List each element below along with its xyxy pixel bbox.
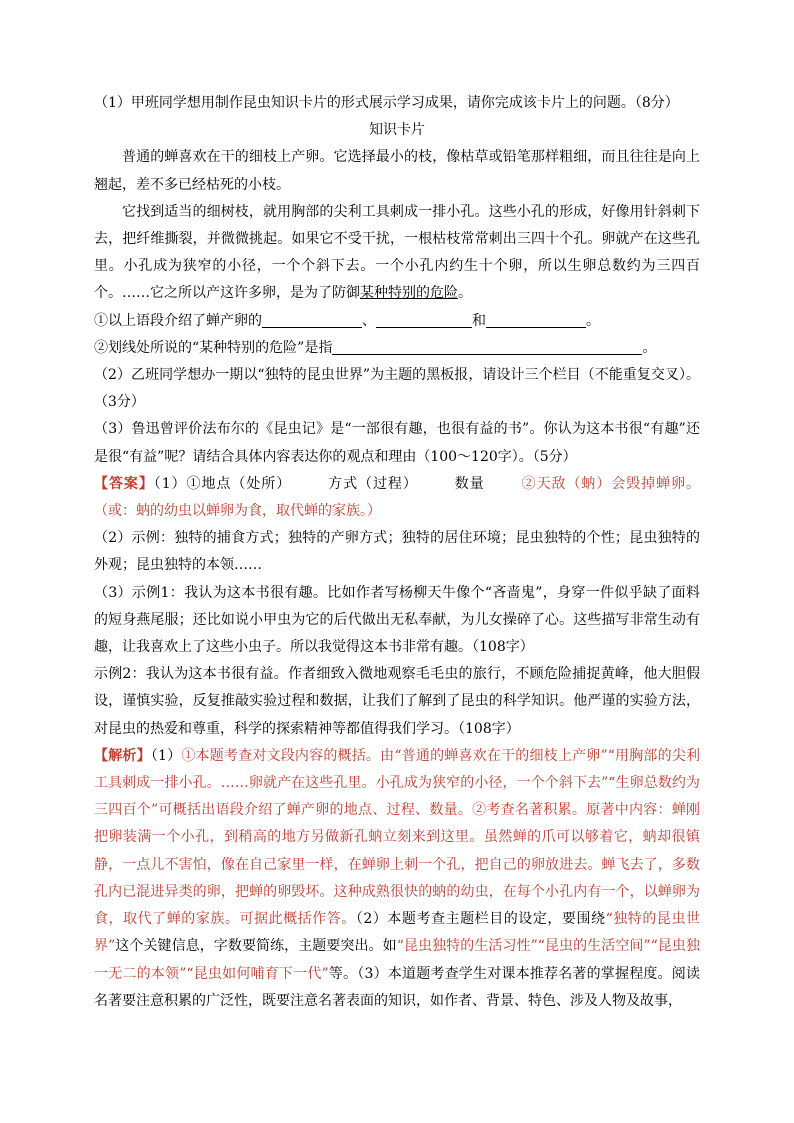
underlined-phrase: 某种特别的危险 [360,285,458,302]
answer-blank-3[interactable] [486,311,586,328]
question-2-prompt: （2）乙班同学想办一期以“独特的昆虫世界”为主题的黑板报，请设计三个栏目（不能重复交叉）。（3分） [94,367,700,411]
analysis-red-text: “昆虫独特的生活习性”“昆虫的生活空间”“昆虫独一无二的本领”“昆虫如何哺育下一代” [94,938,700,982]
sub-question-2 [94,335,700,362]
sub-question-1-text: ①以上语段介绍了蝉产卵的 [94,312,262,329]
card-paragraph-2 [94,199,700,308]
card-paragraph-2-end: 。 [458,285,472,302]
question-3-prompt: （3）鲁迅曾评价法布尔的《昆虫记》是“一部很有趣，也很有益的书”。你认为这本书很“有趣”还是很“有益”呢？请结合具体内容表达你的观点和理由（100～120字）。（5分） [94,421,700,465]
analysis [94,743,700,1015]
analysis-tag: 【解析】 [94,747,151,764]
answer-blank-1[interactable] [262,311,362,328]
answer-1 [94,471,700,525]
answer-blank-4[interactable] [332,338,642,355]
analysis-text: 等。（3）本道题考查学生对课本推荐名著的掌握程度。阅读名著要注意积累的广泛性，既要注意名著表面的知识，如作者、背景、特色、涉及人物及故事， [94,965,700,1009]
question-1-prompt: （1）甲班同学想用制作昆虫知识卡片的形式展示学习成果，请你完成该卡片上的问题。（8分） [94,95,679,111]
separator: 。 [586,312,600,329]
sub-question-2-text: ②划线处所说的“某种特别的危险”是指 [94,339,333,356]
answer-1-part: 方式（过程） [327,475,418,492]
answer-1-part: （1）①地点（处所） [153,475,292,492]
answer-3-example-1: （3）示例1：我认为这本书很有趣。比如作者写杨柳天牛像个“吝啬鬼”，身穿一件似乎缺了面料的短身燕尾服；还比如说小甲虫为它的后代做出无私奉献，为儿女操碎了心。这些描写非常生动有趣，让我喜欢上了这些小虫子。所以我觉得这本书非常有趣。（108字） [94,584,700,656]
card-title: 知识卡片 [369,122,425,139]
answer-blank-2[interactable] [376,311,472,328]
analysis-red-text: ①本题考查对文段内容的概括。由“普通的蝉喜欢在干的细枝上产卵”“用胸部的尖利工具刺成一排小孔。……卵就产在这些孔里。小孔成为狭窄的小径，一个个斜下去”“生卵总数约为三四百个”可概括出语段介绍了蝉产卵的地点、过程、数量。②考查名著积累。原著中内容：蝉刚把卵装满一个小孔，到稍高的地方另做新孔蚋立刻来到这里。虽然蝉的爪可以够着它，蚋却很镇静，一点儿不害怕，像在自己家里一样，在蝉卵上刺一个孔，把自己的卵放进去。蝉飞去了，多数孔内已混进异类的卵，把蝉的卵毁坏。这种成熟很快的蚋的幼虫，在每个小孔内有一个，以蝉卵为食，取代了蝉的家族。可据此概括作答。 [94,747,700,928]
answer-2: （2）示例：独特的捕食方式；独特的产卵方式；独特的居住环境；昆虫独特的个性；昆虫独特的外观；昆虫独特的本领…… [94,530,700,574]
answer-3-example-2: 示例2：我认为这本书很有益。作者细致入微地观察毛毛虫的旅行，不顾危险捕捉黄峰，他大胆假设，谨慎实验，反复推敲实验过程和数据，让我们了解到了昆虫的科学知识。他严谨的实验方法，对昆虫的热爱和尊重，科学的探索精神等都值得我们学习。（108字） [94,666,700,737]
answer-1-red-part: ②天敌（蚋）会毁掉蝉卵。（或：蚋的幼虫以蝉卵为食，取代蝉的家族。） [94,475,701,520]
card-paragraph-1: 普通的蝉喜欢在干的细枝上产卵。它选择最小的枝，像枯草或铅笔那样粗细，而且往往是向上翘起，差不多已经枯死的小枝。 [94,149,700,193]
answer-tag: 【答案】 [94,475,154,492]
analysis-text: （1） [150,747,182,764]
answer-1-part: 数量 [453,475,485,492]
separator: 。 [642,339,657,356]
document-page [94,90,700,1015]
analysis-text: 这个关键信息，字数要简练，主题要突出。如 [115,938,397,955]
card-paragraph-2-text: 它找到适当的细树枝，就用胸部的尖利工具刺成一排小孔。这些小孔的形成，好像用针斜刺下去，把纤维撕裂，并微微挑起。如果它不受干扰，一根枯枝常常刺出三四十个孔。卵就产在这些孔里。小孔成为狭窄的小径，一个个斜下去。一个小孔内约生十个卵，所以生卵总数约为三四百个。……它之所以产这许多卵，是为了防御 [94,203,700,302]
separator: 、 [362,312,376,329]
analysis-red-text: “独特的昆虫世界” [94,911,700,955]
sub-question-1 [94,308,700,335]
separator: 和 [472,312,486,329]
analysis-text: （2）本题考查主题栏目的设定，要围绕 [355,911,606,928]
